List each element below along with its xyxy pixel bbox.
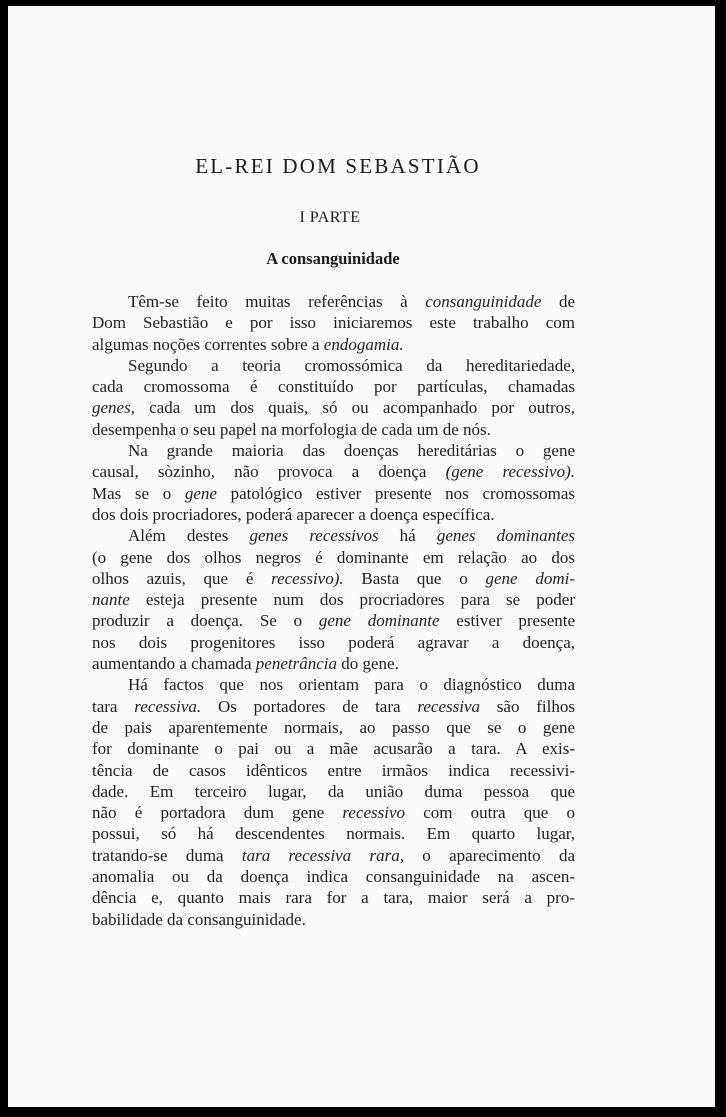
text-line xyxy=(92,355,575,376)
italic-term: recessivo xyxy=(342,803,406,823)
text-line xyxy=(92,547,575,568)
text-line xyxy=(92,781,575,802)
book-page xyxy=(8,6,715,1107)
text-line xyxy=(92,674,575,695)
text-line xyxy=(92,334,575,355)
body-text xyxy=(92,291,575,930)
text-line xyxy=(92,504,575,525)
text-run: Há factos que nos orientam para o diagnóstico duma xyxy=(128,675,575,695)
italic-term: nante xyxy=(92,590,130,610)
text-run: cada um dos quais, só ou acompanhado por outros, xyxy=(134,398,575,418)
text-line xyxy=(92,653,575,674)
text-run: do gene. xyxy=(337,654,399,674)
text-line xyxy=(92,717,575,738)
italic-term: recessiva xyxy=(417,696,480,716)
italic-term: penetrância xyxy=(255,654,337,674)
text-line xyxy=(92,568,575,589)
text-line xyxy=(92,291,575,312)
italic-term: gene dominante xyxy=(318,611,440,631)
italic-term: genes dominantes xyxy=(436,526,575,546)
text-line xyxy=(92,909,575,930)
text-run: Mas se o xyxy=(92,483,185,503)
text-run: nos dois progenitores isso poderá agravar a doença, xyxy=(92,632,575,652)
text-run: dade. Em terceiro lugar, da união duma pessoa que xyxy=(92,781,575,801)
text-run: de pais aparentemente normais, ao passo que se o gene xyxy=(92,717,575,737)
text-run: há xyxy=(378,526,437,546)
text-run: não é portadora dum gene xyxy=(92,803,343,823)
text-run: olhos azuis, que é xyxy=(92,568,272,588)
text-run: algumas noções correntes sobre a xyxy=(92,334,324,354)
text-line xyxy=(92,610,575,631)
text-run: Além destes xyxy=(128,526,250,546)
italic-term: tara recessiva rara, xyxy=(241,845,404,865)
chapter-title: EL-REI DOM SEBASTIÃO xyxy=(195,154,481,178)
text-line xyxy=(92,525,575,546)
text-line xyxy=(92,760,575,781)
text-run: dos dois procriadores, poderá aparecer a doença específica. xyxy=(92,504,495,524)
italic-term: recessivo). xyxy=(271,568,344,588)
italic-term: recessiva. xyxy=(134,696,202,716)
text-line xyxy=(92,483,575,504)
text-line xyxy=(92,312,575,333)
text-line xyxy=(92,696,575,717)
text-line xyxy=(92,461,575,482)
text-line xyxy=(92,887,575,908)
text-run: Têm-se feito muitas referências à xyxy=(128,292,426,311)
text-line xyxy=(92,589,575,610)
text-run: patológico estiver presente nos cromossomas xyxy=(216,483,575,503)
text-run: Segundo a teoria cromossómica da hereditariedade, xyxy=(128,355,575,375)
text-run: anomalia ou da doença indica consanguinidade na ascen- xyxy=(92,867,575,887)
text-line xyxy=(92,419,575,440)
text-run: (o gene dos olhos negros é dominante em relação ao dos xyxy=(92,547,575,567)
text-run: Na grande maioria das doenças hereditárias o gene xyxy=(128,441,575,461)
text-line xyxy=(92,823,575,844)
italic-term: gene xyxy=(184,483,217,503)
text-run: de xyxy=(541,292,575,311)
italic-term: (gene recessivo). xyxy=(445,462,575,482)
italic-term: consanguinidade xyxy=(425,292,542,311)
text-run: causal, sòzinho, não provoca a doença xyxy=(92,462,446,482)
section-title: A consanguinidade xyxy=(266,249,400,268)
text-run: são filhos xyxy=(480,696,575,716)
text-line xyxy=(92,376,575,397)
text-run: cada cromossoma é constituído por partículas, chamadas xyxy=(92,377,575,397)
text-line xyxy=(92,866,575,887)
text-run: tência de casos idênticos entre irmãos indica recessivi- xyxy=(92,760,575,780)
text-line xyxy=(92,397,575,418)
text-line xyxy=(92,632,575,653)
text-run: esteja presente num dos procriadores para se poder xyxy=(129,590,575,610)
text-run: tara xyxy=(92,696,135,716)
part-title: I PARTE xyxy=(299,209,361,226)
text-line xyxy=(92,845,575,866)
text-run: Dom Sebastião e por isso iniciaremos este trabalho com xyxy=(92,313,575,333)
italic-term: gene domi- xyxy=(485,568,575,588)
text-run: com outra que o xyxy=(405,803,575,823)
text-run: Basta que o xyxy=(343,568,486,588)
text-run: Os portadores de tara xyxy=(201,696,418,716)
text-run: o aparecimento da xyxy=(403,845,575,865)
text-run: dência e, quanto mais rara for a tara, maior será a pro- xyxy=(92,888,575,908)
italic-term: endogamia. xyxy=(323,334,404,354)
italic-term: genes, xyxy=(92,398,135,418)
text-run: aumentando a chamada xyxy=(92,654,256,674)
text-run: estiver presente xyxy=(439,611,576,631)
italic-term: genes recessivos xyxy=(249,526,379,546)
text-run: for dominante o pai ou a mãe acusarão a tara. A exis- xyxy=(92,739,575,759)
text-run: possui, só há descendentes normais. Em quarto lugar, xyxy=(92,824,575,844)
text-run: produzir a doença. Se o xyxy=(92,611,319,631)
text-run: babilidade da consanguinidade. xyxy=(92,909,306,929)
text-line xyxy=(92,440,575,461)
text-run: tratando-se duma xyxy=(92,845,242,865)
text-line xyxy=(92,738,575,759)
text-run: desempenha o seu papel na morfologia de cada um de nós. xyxy=(92,419,491,439)
text-line xyxy=(92,802,575,823)
